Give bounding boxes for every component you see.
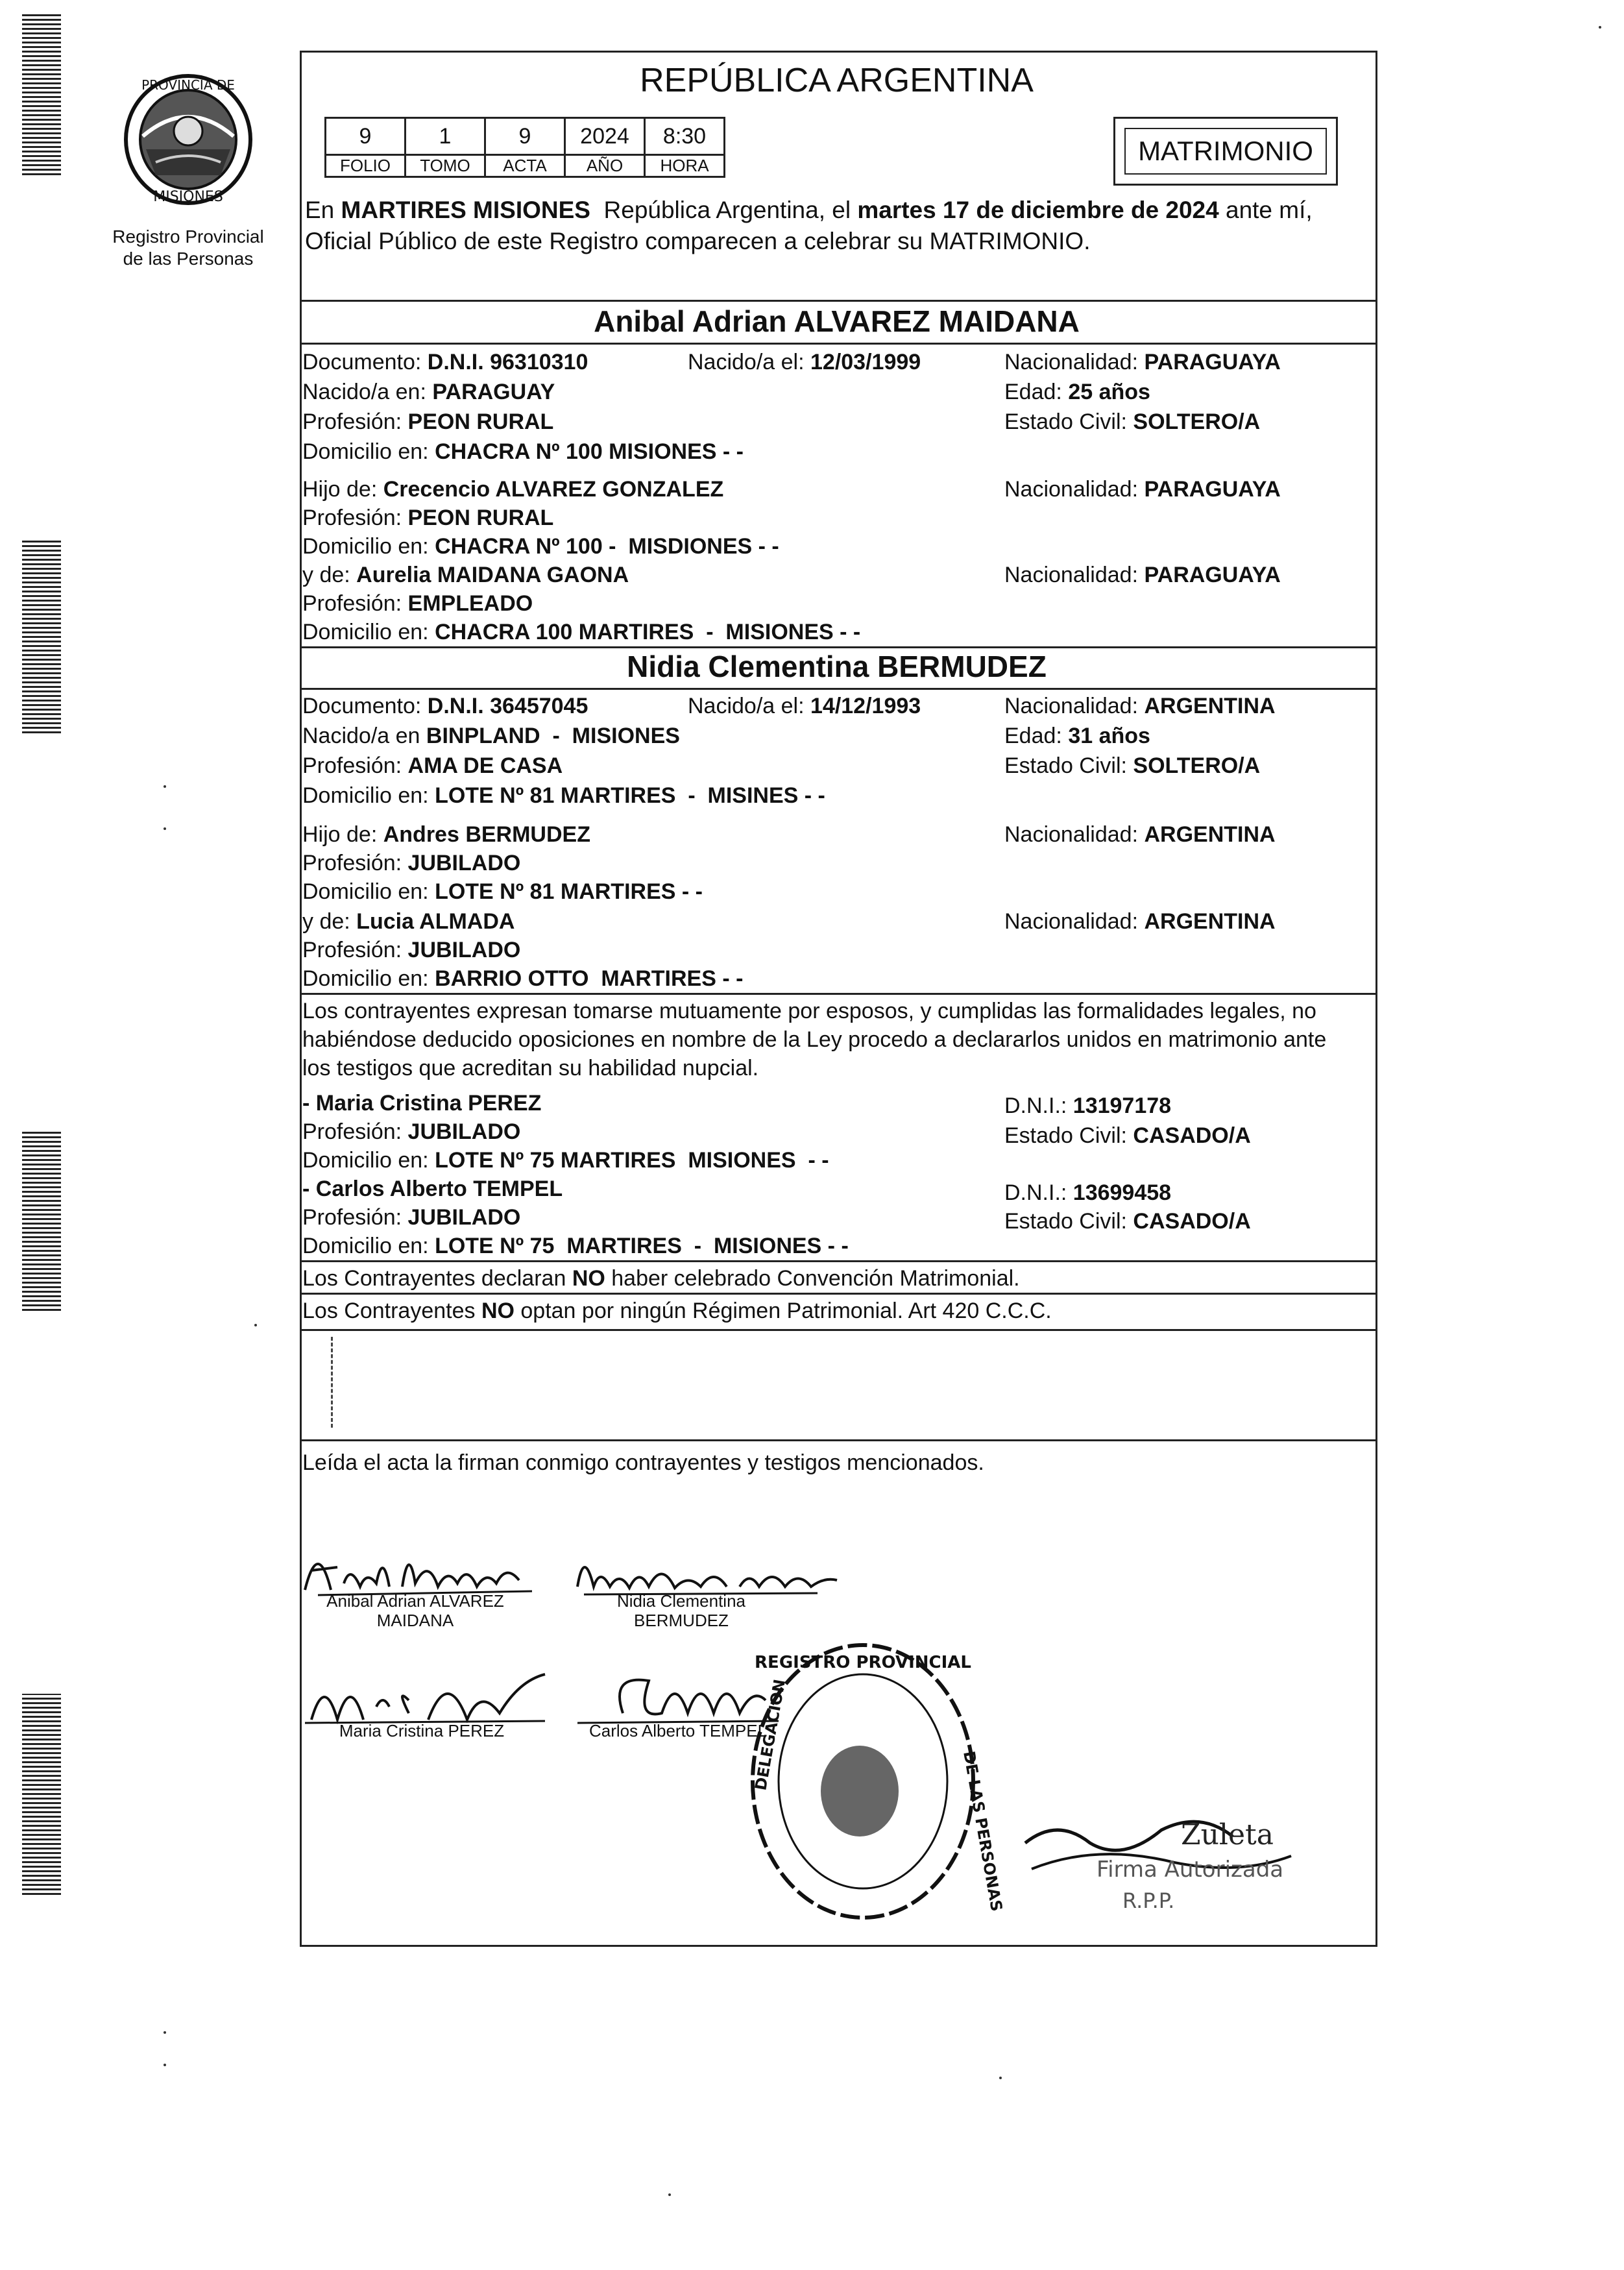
scan-mark <box>22 1129 61 1311</box>
value: 31 años <box>1068 724 1150 748</box>
value: LOTE Nº 75 MARTIRES MISIONES - - <box>435 1148 829 1173</box>
intro-place: MARTIRES MISIONES <box>341 197 590 223</box>
value: LOTE Nº 81 MARTIRES - - <box>435 879 703 904</box>
spouse2-civil-status <box>1004 751 1260 780</box>
label: Nacido/a el: <box>688 694 810 718</box>
spouse2-mother-profession <box>302 936 520 964</box>
value: PARAGUAYA <box>1144 563 1281 587</box>
spouse1-mother-address <box>302 618 860 646</box>
closing-statement: Leída el acta la firman conmigo contrayentes y testigos mencionados. <box>302 1450 984 1475</box>
spouse2-birthdate <box>688 692 921 720</box>
svg-text:DE LAS PERSONAS: DE LAS PERSONAS <box>960 1750 1006 1913</box>
spouse2-address <box>302 781 825 810</box>
signature-caption-spouse2 <box>584 1591 779 1630</box>
divider <box>300 343 1376 345</box>
spouse2-father <box>302 820 590 849</box>
divider <box>300 1329 1376 1331</box>
value: PEON RURAL <box>407 506 554 530</box>
intro-date: martes 17 de diciembre de 2024 <box>857 197 1219 223</box>
label: Domicilio en: <box>302 439 435 464</box>
spouse1-name: Anibal Adrian ALVAREZ MAIDANA <box>594 304 1080 338</box>
spouse1-document <box>302 348 588 376</box>
registry-name-line1: Registro Provincial <box>112 226 264 247</box>
value: Lucia ALMADA <box>356 909 515 934</box>
hora-label: HORA <box>645 155 725 177</box>
intro-line1 <box>305 196 1313 225</box>
label: Estado Civil: <box>1004 1123 1133 1148</box>
text: optan por ningún Régimen Patrimonial. Art 420 C.C.C. <box>514 1299 1052 1323</box>
label: Nacionalidad: <box>1004 350 1145 374</box>
value: BARRIO OTTO MARTIRES - - <box>435 966 744 991</box>
label: Profesión: <box>302 938 408 962</box>
svg-text:Zuleta: Zuleta <box>1181 1818 1274 1851</box>
scan-dot <box>164 785 166 788</box>
label: D.N.I.: <box>1004 1180 1073 1205</box>
scan-dot <box>164 2064 166 2066</box>
spouse1-birthdate <box>688 348 921 376</box>
value: JUBILADO <box>407 1119 521 1144</box>
tomo-value: 1 <box>406 118 485 155</box>
value: CASADO/A <box>1133 1209 1251 1234</box>
value: 13197178 <box>1073 1093 1172 1118</box>
label: Domicilio en: <box>302 620 435 644</box>
label: Edad: <box>1004 724 1069 748</box>
label: Profesión: <box>302 409 408 434</box>
declaration-line3: los testigos que acreditan su habilidad nupcial. <box>302 1056 759 1080</box>
label: D.N.I.: <box>1004 1093 1073 1118</box>
spouse1-birthplace <box>302 378 555 406</box>
value: BINPLAND - MISIONES <box>426 724 680 748</box>
label: Domicilio en: <box>302 1148 435 1173</box>
label: Estado Civil: <box>1004 753 1133 778</box>
spouse1-nationality <box>1004 348 1281 376</box>
label: Profesión: <box>302 591 408 616</box>
codes-labels-row <box>326 155 725 177</box>
scan-dot <box>668 2193 671 2196</box>
witness1-address <box>302 1146 829 1175</box>
value: JUBILADO <box>407 1205 521 1230</box>
label: Nacionalidad: <box>1004 694 1145 718</box>
label: Nacido/a en <box>302 724 426 748</box>
value: D.N.I. 96310310 <box>427 350 588 374</box>
label: y de: <box>302 563 357 587</box>
value: 25 años <box>1068 380 1150 404</box>
authorized-official-signature <box>1019 1804 1343 1934</box>
spouse1-age <box>1004 378 1150 406</box>
value: PARAGUAYA <box>1144 477 1281 502</box>
codes-values-row <box>326 118 725 155</box>
emphasis: NO <box>481 1299 515 1323</box>
label: Profesión: <box>302 753 408 778</box>
value: D.N.I. 36457045 <box>427 694 588 718</box>
declaration-line1: Los contrayentes expresan tomarse mutuamente por esposos, y cumplidas las formalidades legales, no <box>302 999 1316 1023</box>
signature-caption-witness1: Maria Cristina PEREZ <box>339 1721 505 1740</box>
caption-line: Anibal Adrian ALVAREZ <box>326 1591 504 1611</box>
svg-text:MISIONES: MISIONES <box>153 189 223 205</box>
spouse1-father <box>302 475 723 504</box>
text: haber celebrado Convención Matrimonial. <box>605 1266 1020 1291</box>
spouse2-nationality <box>1004 692 1276 720</box>
value: CASADO/A <box>1133 1123 1251 1148</box>
intro-suffix: ante mí, <box>1218 197 1313 223</box>
spouse2-mother-address <box>302 964 743 993</box>
act-type-box <box>1113 117 1338 186</box>
acta-value: 9 <box>485 118 565 155</box>
spouse2-mother <box>302 907 515 936</box>
witness1-name: - Maria Cristina PEREZ <box>302 1091 542 1116</box>
value: Andres BERMUDEZ <box>383 822 590 847</box>
label: Edad: <box>1004 380 1069 404</box>
label: Nacido/a en: <box>302 380 433 404</box>
label: Profesión: <box>302 1205 408 1230</box>
value: JUBILADO <box>407 851 521 875</box>
acta-label: ACTA <box>485 155 565 177</box>
spouse2-father-nationality <box>1004 820 1276 849</box>
spouse2-birthplace <box>302 722 680 750</box>
act-type-label: MATRIMONIO <box>1138 136 1313 166</box>
svg-text:PROVINCIA DE: PROVINCIA DE <box>141 77 235 93</box>
text: Los Contrayentes <box>302 1299 481 1323</box>
label: Domicilio en: <box>302 879 435 904</box>
spouse2-father-profession <box>302 849 520 877</box>
anio-value: 2024 <box>565 118 645 155</box>
act-codes-table <box>324 117 725 178</box>
label: Profesión: <box>302 506 408 530</box>
value: PARAGUAY <box>432 380 555 404</box>
witness2-name: - Carlos Alberto TEMPEL <box>302 1177 563 1201</box>
witness1-dni <box>1004 1092 1171 1120</box>
divider <box>300 646 1376 648</box>
label: Nacionalidad: <box>1004 909 1145 934</box>
intro-prefix: En <box>305 197 341 223</box>
spouse1-father-nationality <box>1004 475 1281 504</box>
spouse1-address <box>302 437 744 466</box>
label: Domicilio en: <box>302 783 435 808</box>
value: 14/12/1993 <box>810 694 921 718</box>
scan-mark <box>22 1694 61 1895</box>
signature-caption-witness2: Carlos Alberto TEMPEL <box>588 1721 768 1740</box>
caption-line: Nidia Clementina <box>617 1591 745 1611</box>
divider <box>300 300 1376 302</box>
text: Los Contrayentes declaran <box>302 1266 572 1291</box>
scan-dot <box>254 1324 257 1326</box>
value: 12/03/1999 <box>810 350 921 374</box>
value: PEON RURAL <box>407 409 554 434</box>
spouse2-profession <box>302 751 563 780</box>
svg-text:Firma Autorizada: Firma Autorizada <box>1097 1857 1284 1883</box>
scan-dot <box>1599 26 1601 29</box>
registry-official-stamp <box>740 1635 1006 1927</box>
tomo-label: TOMO <box>406 155 485 177</box>
value: ARGENTINA <box>1144 694 1276 718</box>
label: Estado Civil: <box>1004 1209 1133 1234</box>
value: Aurelia MAIDANA GAONA <box>356 563 629 587</box>
blank-notes-area <box>331 1337 335 1428</box>
label: Profesión: <box>302 851 408 875</box>
folio-value: 9 <box>326 118 406 155</box>
convention-statement <box>302 1264 1020 1293</box>
spouse2-document <box>302 692 588 720</box>
spouse2-father-address <box>302 877 703 906</box>
label: Nacionalidad: <box>1004 477 1145 502</box>
witness2-profession <box>302 1203 520 1232</box>
label: Hijo de: <box>302 822 383 847</box>
signature-caption-spouse1 <box>305 1591 526 1630</box>
intro-mid: República Argentina, el <box>590 197 858 223</box>
registry-name-line2: de las Personas <box>123 249 254 269</box>
label: Domicilio en: <box>302 966 435 991</box>
value: ARGENTINA <box>1144 909 1276 934</box>
spouse2-name: Nidia Clementina BERMUDEZ <box>627 650 1047 683</box>
intro-line2: Oficial Público de este Registro comparecen a celebrar su MATRIMONIO. <box>305 228 1091 254</box>
scan-mark <box>22 539 61 733</box>
svg-text:DELEGACION: DELEGACION <box>751 1678 790 1792</box>
spouse1-profession <box>302 408 553 436</box>
divider <box>300 688 1376 690</box>
label: Hijo de: <box>302 477 383 502</box>
anio-label: AÑO <box>565 155 645 177</box>
scan-mark <box>22 13 61 175</box>
label: Domicilio en: <box>302 534 435 559</box>
svg-text:REGISTRO PROVINCIAL: REGISTRO PROVINCIAL <box>755 1653 971 1672</box>
spouse1-father-address <box>302 532 779 561</box>
label: Documento: <box>302 350 428 374</box>
spouse2-mother-nationality <box>1004 907 1276 936</box>
value: LOTE Nº 75 MARTIRES - MISIONES - - <box>435 1234 849 1258</box>
witness2-civil-status <box>1004 1207 1251 1236</box>
province-seal-logo <box>117 71 260 208</box>
scan-dot <box>999 2077 1002 2079</box>
label: Estado Civil: <box>1004 409 1133 434</box>
divider <box>300 1293 1376 1295</box>
value: 13699458 <box>1073 1180 1172 1205</box>
label: Profesión: <box>302 1119 408 1144</box>
spouse1-father-profession <box>302 504 553 532</box>
svg-text:R.P.P.: R.P.P. <box>1122 1888 1175 1913</box>
value: CHACRA 100 MARTIRES - MISIONES - - <box>435 620 861 644</box>
value: PARAGUAYA <box>1144 350 1281 374</box>
caption-line: BERMUDEZ <box>634 1611 729 1630</box>
value: CHACRA Nº 100 MISIONES - - <box>435 439 744 464</box>
label: Nacionalidad: <box>1004 563 1145 587</box>
label: y de: <box>302 909 357 934</box>
value: EMPLEADO <box>407 591 533 616</box>
declaration-line2: habiéndose deducido oposiciones en nombre de la Ley procedo a declararlos unidos en matrimonio ante <box>302 1027 1327 1052</box>
divider <box>300 1260 1376 1262</box>
value: ARGENTINA <box>1144 822 1276 847</box>
caption-line: MAIDANA <box>376 1611 454 1630</box>
witness1-profession <box>302 1117 520 1146</box>
label: Nacionalidad: <box>1004 822 1145 847</box>
divider <box>300 1439 1376 1441</box>
label: Nacido/a el: <box>688 350 810 374</box>
value: JUBILADO <box>407 938 521 962</box>
value: LOTE Nº 81 MARTIRES - MISINES - - <box>435 783 825 808</box>
regime-statement <box>302 1297 1052 1325</box>
value: Crecencio ALVAREZ GONZALEZ <box>383 477 724 502</box>
spouse1-mother <box>302 561 629 589</box>
witness1-civil-status <box>1004 1121 1251 1150</box>
spouse1-mother-nationality <box>1004 561 1281 589</box>
registry-caption <box>91 226 285 270</box>
divider <box>300 993 1376 995</box>
spouse1-mother-profession <box>302 589 533 618</box>
witness2-dni <box>1004 1178 1171 1207</box>
label: Documento: <box>302 694 428 718</box>
scan-dot <box>164 827 166 830</box>
value: AMA DE CASA <box>407 753 563 778</box>
scan-dot <box>164 2031 166 2034</box>
value: SOLTERO/A <box>1133 753 1261 778</box>
emphasis: NO <box>572 1266 605 1291</box>
hora-value: 8:30 <box>645 118 725 155</box>
folio-label: FOLIO <box>326 155 406 177</box>
value: SOLTERO/A <box>1133 409 1261 434</box>
spouse2-age <box>1004 722 1150 750</box>
value: CHACRA Nº 100 - MISDIONES - - <box>435 534 779 559</box>
label: Domicilio en: <box>302 1234 435 1258</box>
country-title: REPÚBLICA ARGENTINA <box>640 62 1034 99</box>
spouse1-civil-status <box>1004 408 1260 436</box>
witness2-address <box>302 1232 849 1260</box>
